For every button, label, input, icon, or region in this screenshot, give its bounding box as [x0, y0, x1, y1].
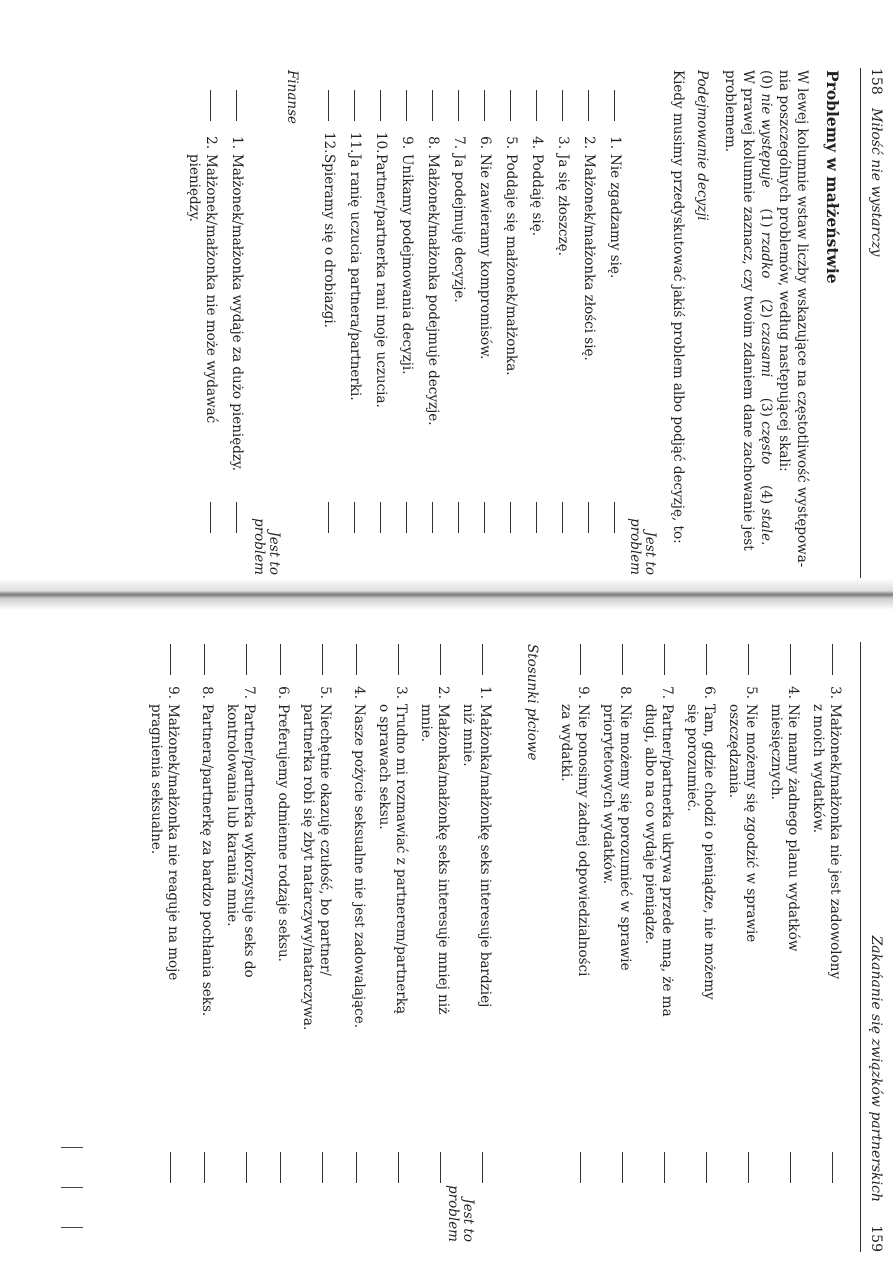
sex-column-header	[445, 1162, 475, 1242]
frequency-blank[interactable]	[510, 90, 511, 121]
problem-blank[interactable]	[580, 1152, 581, 1183]
decisions-column-header-line2: problem	[627, 518, 643, 575]
intro-line-3: W prawej kolumnie zaznacz, czy twoim zdaniem dane zachowanie jest	[740, 70, 756, 551]
problem-blank[interactable]	[432, 502, 433, 533]
margin-mark	[61, 1147, 83, 1148]
intro-line-2: nia poszczególnych problemów, według następującej skali:	[776, 70, 792, 472]
section-finance-title: Finanse	[284, 70, 300, 125]
margin-mark	[61, 1227, 83, 1228]
decisions-column-header-line1: Jest to	[642, 531, 658, 575]
finance-column-header-line2: problem	[251, 518, 267, 575]
finance-column-header-line1: Jest to	[266, 531, 282, 575]
scale-1-code: (1)	[758, 208, 774, 228]
problem-blank[interactable]	[440, 1152, 441, 1183]
frequency-blank[interactable]	[210, 90, 211, 121]
section-decisions-prompt: Kiedy musimy przedyskutować jakiś problem albo podjąć decyzję, to:	[670, 70, 686, 544]
frequency-blank[interactable]	[280, 644, 281, 675]
margin-mark	[61, 1187, 83, 1188]
frequency-blank[interactable]	[458, 90, 459, 121]
problem-blank[interactable]	[328, 502, 329, 533]
frequency-blank[interactable]	[832, 644, 833, 675]
scale-2-code: (2)	[758, 298, 774, 319]
frequency-blank[interactable]	[236, 90, 237, 121]
problem-blank[interactable]	[236, 502, 237, 533]
sex-column-header-line2: problem	[445, 1185, 461, 1242]
left-running-head: Miłość nie wystarczy	[868, 108, 884, 257]
intro-line-4: problemem.	[722, 70, 738, 153]
scale-3-label: często	[758, 421, 774, 465]
frequency-blank[interactable]	[622, 644, 623, 675]
frequency-blank[interactable]	[482, 644, 483, 675]
scale-1-label: rzadko	[758, 231, 774, 279]
problem-blank[interactable]	[406, 502, 407, 533]
frequency-blank[interactable]	[664, 644, 665, 675]
frequency-blank[interactable]	[588, 90, 589, 121]
frequency-blank[interactable]	[440, 644, 441, 675]
problem-blank[interactable]	[588, 502, 589, 533]
finance-column-header	[251, 500, 281, 575]
frequency-blank[interactable]	[748, 644, 749, 675]
frequency-blank[interactable]	[562, 90, 563, 121]
scale-4-label: stale.	[758, 508, 774, 546]
frequency-blank[interactable]	[328, 90, 329, 121]
frequency-blank[interactable]	[170, 644, 171, 675]
frequency-blank[interactable]	[204, 644, 205, 675]
right-page-number: 159	[868, 1225, 884, 1252]
problem-blank[interactable]	[354, 502, 355, 533]
sex-column-header-line1: Jest to	[460, 1198, 476, 1242]
book-gutter	[0, 578, 893, 610]
right-running-header	[863, 642, 885, 1252]
scale-2-label: czasami	[758, 322, 774, 378]
problem-blank[interactable]	[356, 1152, 357, 1183]
problem-blank[interactable]	[790, 1152, 791, 1183]
section-decisions-title: Podejmowanie decyzji	[694, 70, 710, 221]
frequency-blank[interactable]	[536, 90, 537, 121]
frequency-blank[interactable]	[398, 644, 399, 675]
scale-0-label: nie występuje	[758, 93, 774, 188]
problem-blank[interactable]	[398, 1152, 399, 1183]
problem-blank[interactable]	[562, 502, 563, 533]
frequency-blank[interactable]	[706, 644, 707, 675]
problem-blank[interactable]	[614, 502, 615, 533]
frequency-blank[interactable]	[354, 90, 355, 121]
scale-0-code: (0)	[758, 70, 774, 90]
right-running-head: Zakańanie się związków partnerskich	[868, 935, 884, 1202]
left-running-header	[863, 68, 885, 588]
frequency-blank[interactable]	[322, 644, 323, 675]
decisions-column-header	[627, 500, 657, 575]
problem-blank[interactable]	[536, 502, 537, 533]
problem-blank[interactable]	[280, 1152, 281, 1183]
problem-blank[interactable]	[510, 502, 511, 533]
left-heading: Problemy w małżeństwie	[823, 70, 842, 284]
frequency-blank[interactable]	[580, 644, 581, 675]
section-sex-title: Stosunki płciowe	[524, 644, 540, 761]
frequency-blank[interactable]	[432, 90, 433, 121]
problem-blank[interactable]	[458, 502, 459, 533]
problem-blank[interactable]	[170, 1152, 171, 1183]
frequency-blank[interactable]	[356, 644, 357, 675]
problem-blank[interactable]	[322, 1152, 323, 1183]
problem-blank[interactable]	[380, 502, 381, 533]
problem-blank[interactable]	[246, 1152, 247, 1183]
problem-blank[interactable]	[748, 1152, 749, 1183]
left-page: 158 Miłość nie wystarczy Problemy w małżeństwie W lewej kolumnie wstaw liczby wskazujące na częstotliwość występowa- nia poszczególnych problemów, według następującej skali: (0) nie występuje (1) rzadko (2) czasami (3) często (4) stale. W prawej kolumnie zaznacz, czy twoim zdaniem dane zachowanie jest problemem. Podejmowanie decyzji Kiedy musimy przedyskutować jakiś problem albo podjąć decyzję, to: Jest to problem 1. Nie zgadzamy się. 2. Małżonek/małżonka złości się. 3. Ja się złoszczę. 4. Poddaję się. 5. Poddaje się małżonek/małżonka. 6. Nie zawieramy kompromisów. 7. Ja podejmuję decyzje. 8. Małżonek/małżonka podejmuje decyzje. 9. Unikamy podejmowania decyzji. 10. Partner/partnerka rani moje uczucia. 11. Ja ranię uczucia partnera/partnerki. 12. Spieramy się o drobiazgi. Finanse Jest to problem 1. Małżonek/małżonka wydaje za dużo pieniędzy. 2. Małżonek/małżonka nie może wydawać pieniędzy.	[0, 0, 893, 631]
problem-blank[interactable]	[706, 1152, 707, 1183]
scale-4-code: (4)	[758, 484, 774, 505]
left-header-rule	[860, 68, 861, 588]
problem-blank[interactable]	[832, 1152, 833, 1183]
frequency-blank[interactable]	[406, 90, 407, 121]
scale-3-code: (3)	[758, 397, 774, 417]
frequency-blank[interactable]	[484, 90, 485, 121]
frequency-blank[interactable]	[614, 90, 615, 121]
scale-line	[757, 70, 775, 590]
right-page: Zakańanie się związków partnerskich 159 3. Małżonek/małżonka nie jest zadowolony z moich wydatków. 4. Nie mamy żadnego planu wydatków miesięcznych. 5. Nie możemy się zgodzić w sprawie oszczędzania. 6. Tam, gdzie chodzi o pieniądze, nie możemy się porozumieć. 7. Partner/partnerka ukrywa przede mną, że ma długi, albo na co wydaje pieniądze. 8. Nie możemy się porozumieć w sprawie priorytetowych wydatków. 9. Nie ponosimy żadnej odpowiedzialności za wydatki. Stosunki płciowe Jest to problem 1. Małżonka/małżonkę seks interesuje bardziej niż mnie. 2. Małżonka/małżonkę seks interesuje mniej niż mnie. 3. Trudno mi rozmawiać z partnerem/partnerką o sprawach seksu. 4. Nasze pożycie seksualne nie jest zadowalające. 5. Niechętnie okazuję czułość, bo partner/ partnerka robi się zbyt natarczywy/natarczywa. 6. Preferujemy odmienne rodzaje seksu. 7. Partner/partnerka wykorzystuje seks do kontrolowania lub karania mnie. 8. Partnera/partnerkę za bardzo pochłania seks. 9. Małżonek/małżonka nie reaguje na moje pragnienia seksualne.	[0, 632, 893, 1263]
problem-blank[interactable]	[484, 502, 485, 533]
intro-line-1: W lewej kolumnie wstaw liczby wskazujące na częstotliwość występowa-	[794, 70, 810, 568]
problem-blank[interactable]	[210, 502, 211, 533]
problem-blank[interactable]	[622, 1152, 623, 1183]
left-page-number: 158	[868, 68, 884, 95]
problem-blank[interactable]	[664, 1152, 665, 1183]
problem-blank[interactable]	[204, 1152, 205, 1183]
frequency-blank[interactable]	[380, 90, 381, 121]
frequency-blank[interactable]	[246, 644, 247, 675]
problem-blank[interactable]	[482, 1152, 483, 1183]
frequency-blank[interactable]	[790, 644, 791, 675]
right-header-rule	[860, 642, 861, 1252]
